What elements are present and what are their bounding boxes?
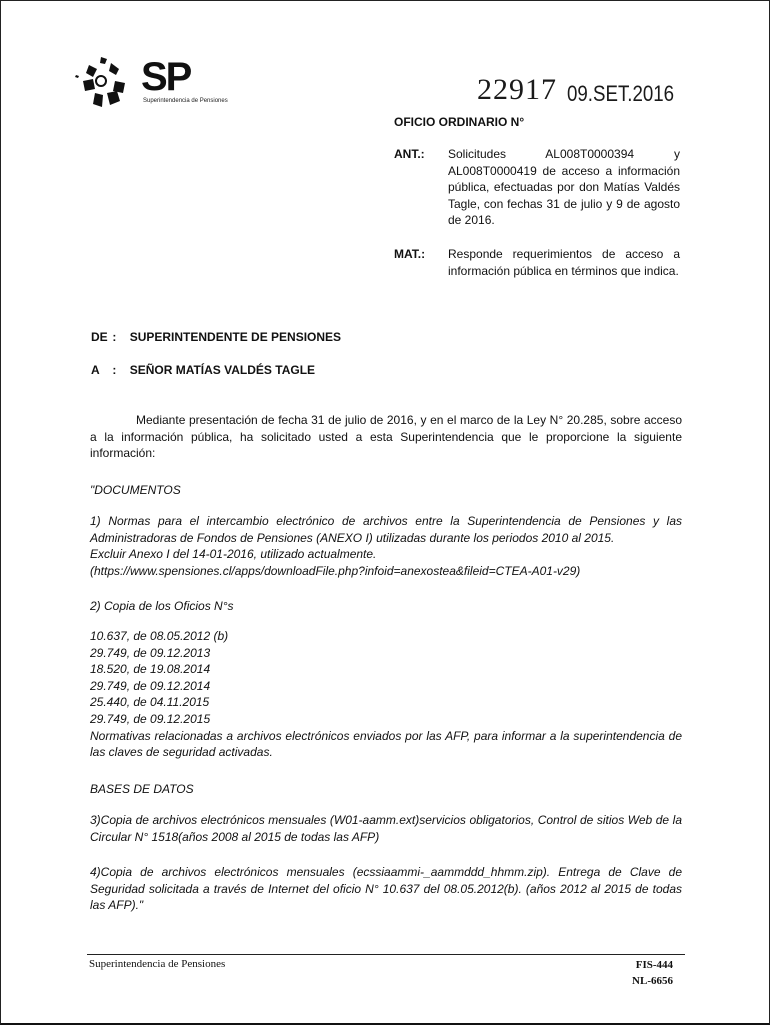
- intro-paragraph: Mediante presentación de fecha 31 de julio de 2016, y en el marco de la Ley N° 20.285, sobre acceso a la información pública, ha solicitado usted a esta Superintendencia que le proporcione la siguiente información:: [90, 413, 682, 461]
- oficio-ordinario: OFICIO ORDINARIO N°: [394, 115, 525, 129]
- footer-code-fis: FIS-444: [635, 959, 673, 971]
- logo-subtitle: Superintendencia de Pensiones: [143, 98, 228, 104]
- ant-label: ANT.:: [394, 147, 425, 161]
- footer-institution: Superintendencia de Pensiones: [89, 958, 226, 970]
- de-row: [91, 330, 341, 344]
- logo-text: SP: [141, 55, 191, 99]
- item-2: 2) Copia de los Oficios N°s: [90, 599, 234, 613]
- item-1-url: (https://www.spensiones.cl/apps/downloadFile.php?infoid=anexostea&fileid=CTEA-A01-v29): [90, 563, 581, 578]
- item-3: 3)Copia de archivos electrónicos mensuales (W01-aamm.ext)servicios obligatorios, Control de sitios Web de la Circular N° 1518(años 2008 al 2015 de todas las AFP): [90, 813, 682, 844]
- bases-heading: BASES DE DATOS: [90, 782, 194, 796]
- oficio-item: 25.440, de 04.11.2015: [90, 695, 210, 710]
- de-separator: :: [112, 330, 117, 344]
- de-label: DE: [91, 330, 108, 344]
- footer-divider: [87, 954, 685, 955]
- stamp-date: 09.SET.2016: [567, 81, 675, 106]
- mat-label: MAT.:: [394, 247, 426, 261]
- stamp-number: 22917: [477, 73, 557, 106]
- mat-text: Responde requerimientos de acceso a información pública en términos que indica.: [448, 247, 680, 278]
- a-value: SEÑOR MATÍAS VALDÉS TAGLE: [129, 363, 316, 377]
- a-row: [91, 363, 315, 377]
- footer-code-nl: NL-6656: [632, 975, 673, 987]
- documentos-heading: "DOCUMENTOS: [90, 483, 181, 497]
- item-1-excluir: Excluir Anexo I del 14-01-2016, utilizado actualmente.: [90, 547, 377, 562]
- item-4: 4)Copia de archivos electrónicos mensuales (ecssiaammi-_aammddd_hhmm.zip). Entrega de Clave de Seguridad solicitada a través de Internet del oficio N° 10.637 del 08.05.2012(b). (años 2012 al 2015 de todas las AFP).": [90, 865, 682, 913]
- normativas-text: Normativas relacionadas a archivos electrónicos enviados por las AFP, para informar a la superintendencia de las claves de seguridad activadas.: [90, 728, 682, 760]
- item-1: [90, 513, 682, 579]
- oficio-item: 18.520, de 19.08.2014: [90, 662, 211, 677]
- a-separator: :: [112, 363, 117, 377]
- oficio-item: 10.637, de 08.05.2012 (b): [90, 629, 229, 643]
- oficio-item: 29.749, de 09.12.2014: [90, 678, 211, 693]
- oficio-item: 29.749, de 09.12.2015: [90, 711, 211, 726]
- de-value: SUPERINTENDENTE DE PENSIONES: [129, 330, 342, 344]
- ant-text: Solicitudes AL008T0000394 y AL008T0000419 de acceso a información pública, efectuadas por don Matías Valdés Tagle, con fechas 31 de julio y 9 de agosto de 2016.: [448, 147, 680, 228]
- oficios-list: [90, 628, 682, 761]
- a-label: A: [91, 363, 100, 377]
- logo-star-icon: [71, 51, 141, 111]
- footer-codes: [601, 957, 673, 989]
- item-1-text: 1) Normas para el intercambio electrónico de archivos entre la Superintendencia de Pensiones y las Administradoras de Fondos de Pensiones (ANEXO I) utilizadas durante los periodos 2010 al 2015.: [90, 514, 682, 545]
- sp-logo: [71, 51, 231, 111]
- oficio-item: 29.749, de 09.12.2013: [90, 645, 211, 660]
